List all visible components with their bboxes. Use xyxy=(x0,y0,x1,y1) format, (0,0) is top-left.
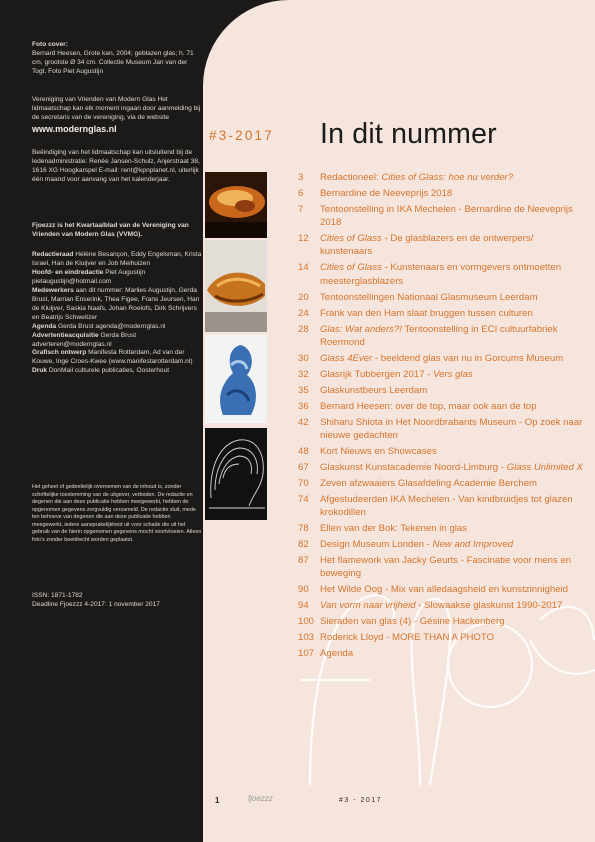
toc-page-number: 94 xyxy=(298,600,309,612)
toc-title-part: Bernard Heesen: over de top, maar ook aan de top xyxy=(320,400,537,412)
toc-title-part: Het Wilde Oog - Mix van alledaagsheid en kunstzinnigheid xyxy=(320,584,568,596)
toc-page-number: 36 xyxy=(298,400,309,412)
toc-page-number: 12 xyxy=(298,233,309,245)
fjoezzz-description xyxy=(32,222,202,240)
toc-page-number: 82 xyxy=(298,539,309,551)
toc-page-number: 70 xyxy=(298,478,309,490)
toc-title-part: Van vorm naar vrijheid xyxy=(320,600,416,612)
toc-title-part: Glaskunst Kunstacademie Noord-Limburg - xyxy=(320,462,507,474)
issn-block xyxy=(32,592,202,610)
page-number: 1 xyxy=(215,796,220,805)
colofon-entry xyxy=(32,332,202,350)
toc-page-number: 35 xyxy=(298,384,309,396)
footer-logo: fjoezzz xyxy=(248,794,273,803)
toc-title-part: Het flamework van Jacky Geurts - Fascinatie voor mens en beweging xyxy=(320,555,572,580)
toc-page-number: 3 xyxy=(298,172,304,183)
toc-item[interactable] xyxy=(298,400,588,413)
colofon-entry xyxy=(32,367,202,376)
toc-title-part: Design Museum Londen - xyxy=(320,539,433,551)
toc-item[interactable] xyxy=(298,416,588,442)
toc-item[interactable] xyxy=(298,631,588,644)
toc-page-number: 7 xyxy=(298,204,304,215)
colofon-text: Manifesta Rotterdam, Ad van der Kouwe, Inge Croes-Kwee (www.manifestarotterdam.nl) xyxy=(32,349,193,366)
toc-page-number: 74 xyxy=(298,494,309,506)
toc-page-number: 24 xyxy=(298,307,309,319)
toc-title-part: Glass Unlimited X xyxy=(506,462,583,474)
thumb-blue-figure xyxy=(205,335,267,423)
toc-title-part: Frank van den Ham slaat bruggen tussen culturen xyxy=(320,307,533,319)
membership-info xyxy=(32,96,202,135)
colofon-entry xyxy=(32,251,202,269)
toc-title-part: Glass 4Ever xyxy=(320,352,373,364)
thumb-amber-fish xyxy=(205,240,267,332)
toc-item[interactable] xyxy=(298,261,588,287)
toc-item[interactable] xyxy=(298,493,588,519)
toc-page-number: 42 xyxy=(298,416,309,428)
toc-page-number: 32 xyxy=(298,368,309,380)
toc-title-part: - De glasblazers en de ontwerpers/ kunstenaars xyxy=(320,233,534,258)
disclaimer xyxy=(32,484,202,545)
toc-page-number: 87 xyxy=(298,555,309,567)
toc-item[interactable] xyxy=(298,445,588,458)
colofon-label: Hoofd- en eindredactie xyxy=(32,268,104,276)
disclaimer-text: Het geheel of gedeeltelijk overnemen van de inhoud is, zonder schriftelijke toestemming van de uitgever, verboden. De redactie en degenen die aan deze publicatie hebben meegewerkt, hebben de opgenomen gegevens zorgvuldig verzameld. De redactie sluit, mede ten behoeve van degenen die aan deze publicatie hebben meegewerkt, iedere aansprakelijkheid uit voor schade die uit het gebruik van de hierin opgenomen gegevens mocht voortvloeien. Alleen foto’s zonder beeldrecht worden geplaatst. xyxy=(32,484,202,543)
toc-page-number: 67 xyxy=(298,462,309,474)
toc-page-number: 100 xyxy=(298,616,315,628)
cover-credit xyxy=(32,41,202,77)
toc-item[interactable] xyxy=(298,647,588,660)
toc-title-part: Bernardine de Neeveprijs 2018 xyxy=(320,188,453,199)
colofon-label: Medewerkers xyxy=(32,286,74,294)
termination-info xyxy=(32,149,202,185)
colofon-text: Gerda Brust adverteren@modernglas.nl xyxy=(32,331,137,348)
colofon-label: Agenda xyxy=(32,322,57,330)
toc-title-part: Vers glas xyxy=(433,368,473,380)
vereniging-text: Vereniging van Vrienden van Modern Glas Het lidmaatschap kan elk moment ingaan door aanmelding bij de secretaris van de vereniging, via de website xyxy=(32,96,201,121)
toc-item[interactable] xyxy=(298,187,588,200)
toc-title-part: Glasrijk Tubbergen 2017 - xyxy=(320,368,434,380)
beeindiging-text: Beëindiging van het lidmaatschap kan uitsluitend bij de ledenadministratie: Renée Jansen-Schulz, Anjerstraat 38, 1616 XG Hoogkarspel E-mail: rent@kpnplanet.nl, uiterlijk één maand voor aanvang van het kalenderjaar. xyxy=(32,149,200,183)
colofon-label: Druk xyxy=(32,367,48,375)
colofon-entry xyxy=(32,287,202,323)
toc-item[interactable] xyxy=(298,522,588,535)
toc-item[interactable] xyxy=(298,352,588,365)
toc-item[interactable] xyxy=(298,554,588,580)
issue-number: #3-2017 xyxy=(209,128,274,143)
deadline-text: Deadline Fjoezzz 4-2017: 1 november 2017 xyxy=(32,600,160,608)
toc-title-part: Cities of Glass xyxy=(320,262,382,274)
toc-title-part: Zeven afzwaaiers Glasafdeling Academie Berchem xyxy=(320,478,538,490)
fjoezzz-text: Fjoezzz is het Kwartaalblad van de Vereniging van Vrienden van Modern Glas (VVMG). xyxy=(32,222,189,238)
toc-item[interactable] xyxy=(298,203,588,229)
toc-title-part: Afgestudeerden IKA Mechelen - Van kindbruidjes tot glazen krokodillen xyxy=(320,494,573,519)
toc-page-number: 48 xyxy=(298,446,309,458)
toc-item[interactable] xyxy=(298,323,588,349)
toc-item[interactable] xyxy=(298,538,588,551)
toc-page-number: 30 xyxy=(298,352,309,364)
toc-item[interactable] xyxy=(298,477,588,490)
toc-page-number: 103 xyxy=(298,632,315,644)
toc-item[interactable] xyxy=(298,307,588,320)
colofon-text: aan dit nummer: Marlies Augustijn, Gerda Brust, Marrian Enserink, Thea Figee, Frans Jeursen, Han de Kluijver, Saskia Naafs, Johan Roelofs, Dirk Schrijvers en Beatrijs Schweitzer xyxy=(32,286,200,321)
colofon-entry xyxy=(32,323,202,332)
cover-text: Bernard Heesen, Grote kan, 2004; geblazen glas; h. 71 cm, grootste Ø 34 cm. Collectie Museum Jan van der Togt. Foto Piet Augustijn xyxy=(32,49,194,75)
toc-item[interactable] xyxy=(298,583,588,596)
amber-glass-fish-photo-icon xyxy=(205,240,267,332)
toc-title-part: Tentoonstellingen Nationaal Glasmuseum Leerdam xyxy=(320,291,538,303)
glass-drawing-head-photo-icon xyxy=(205,428,267,520)
toc-item[interactable] xyxy=(298,599,588,612)
toc-item[interactable] xyxy=(298,291,588,304)
colofon-entry xyxy=(32,269,202,287)
toc-item[interactable] xyxy=(298,384,588,397)
toc-item[interactable] xyxy=(298,615,588,628)
colofon-text: Hélène Besançon, Eddy Engelsman, Krista Israel, Han de Kluijver en Job Meihuizen xyxy=(32,251,202,267)
toc-title-part: Ellen van der Bok: Tekenen in glas xyxy=(320,523,468,535)
colophon-sidebar xyxy=(0,0,208,842)
colofon-entry xyxy=(32,349,202,367)
issn-text: ISSN: 1871-1782 xyxy=(32,592,83,599)
toc-page-number: 107 xyxy=(298,648,315,660)
toc-item[interactable] xyxy=(298,461,588,474)
thumb-glass-drawing xyxy=(205,428,267,520)
toc-title-part: Shiharu Shiota in Het Noordbrabants Museum - Op zoek naar nieuwe gedachten xyxy=(320,416,583,442)
toc-title-part: Sieraden van glas (4) - Gésine Hackenberg xyxy=(320,616,505,628)
toc-title-part: - Slowaakse glaskunst 1990-2017 xyxy=(415,600,563,612)
toc-title-part: Tentoonstelling in ECI cultuurfabriek Roermond xyxy=(320,323,558,348)
glass-sculpture-orange-photo-icon xyxy=(205,172,267,238)
toc-page-number: 28 xyxy=(298,323,309,335)
toc-title-part: - Kunstenaars en vormgevers ontmoetten meesterglasblazers xyxy=(320,262,562,287)
toc-title-part: Redactioneel: xyxy=(320,172,382,183)
toc-title-part: Roderick Lloyd - MORE THAN A PHOTO xyxy=(320,632,494,644)
toc-page-number: 20 xyxy=(298,291,309,303)
toc-title-part: Cities of Glass: hoe nu verder? xyxy=(381,172,514,183)
colofon-list xyxy=(32,251,202,376)
toc-page-number: 78 xyxy=(298,523,309,535)
toc-title-part: New and Improved xyxy=(432,539,514,551)
toc-title-part: Agenda xyxy=(320,648,354,660)
colofon-label: Grafisch ontwerp xyxy=(32,349,87,357)
toc-item[interactable] xyxy=(298,171,588,184)
colofon-text: Piet Augustijn pietaugustijn@hotmail.com xyxy=(32,268,146,285)
thumb-glass-sculpture xyxy=(205,172,267,238)
toc-page-number: 6 xyxy=(298,188,304,199)
toc-item[interactable] xyxy=(298,232,588,258)
blue-glass-figure-photo-icon xyxy=(205,335,267,423)
colofon-text: Gerda Brust agenda@modernglas.nl xyxy=(56,322,166,330)
footer-issue: #3 - 2017 xyxy=(339,797,383,804)
page-title: In dit nummer xyxy=(320,118,497,150)
toc-title-part: Glas: Wat anders?! xyxy=(320,323,402,335)
toc-title-part: Tentoonstelling in IKA Mechelen - Bernardine de Neeveprijs 2018 xyxy=(320,204,573,229)
colofon-label: Advertentieacquisitie xyxy=(32,331,99,339)
website-link[interactable]: www.modernglas.nl xyxy=(32,123,117,134)
toc-page-number: 14 xyxy=(298,262,309,274)
toc-title-part: Glaskunstbeurs Leerdam xyxy=(320,384,428,396)
toc-item[interactable] xyxy=(298,368,588,381)
table-of-contents xyxy=(298,171,588,663)
toc-title-part: Kort Nieuws en Showcases xyxy=(320,446,437,458)
colofon-text: DonMail culturele publicaties, Oosterhout xyxy=(47,367,170,375)
toc-page-number: 90 xyxy=(298,584,309,596)
toc-title-part: - beeldend glas van nu in Gorcums Museum xyxy=(372,352,564,364)
cover-heading: Foto cover: xyxy=(32,41,68,48)
colofon-label: Redactieraad xyxy=(32,251,74,258)
toc-title-part: Cities of Glass xyxy=(320,233,382,245)
